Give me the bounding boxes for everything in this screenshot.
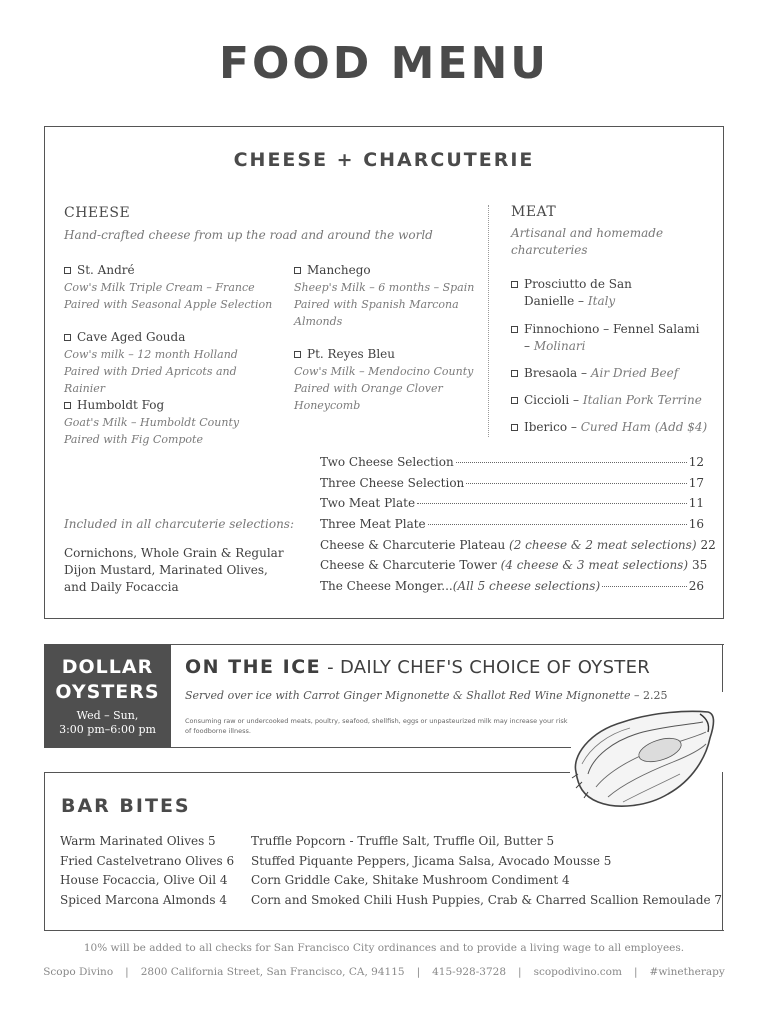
item-desc: Cow's Milk – Mendocino County [294, 365, 474, 378]
price-value: 22 [700, 537, 716, 552]
badge-days: Wed – Sun, [76, 709, 139, 722]
oyster-subtitle [185, 689, 668, 702]
bar-bite-item: Corn and Smoked Chili Hush Puppies, Crab & Charred Scallion Remoulade 7 [251, 892, 723, 907]
cheese-title: CHEESE [64, 205, 131, 221]
item-pairing: Paired with Seasonal Apple Selection [64, 298, 273, 311]
item-name: Cave Aged Gouda [77, 330, 186, 344]
price-row [320, 476, 704, 497]
price-item-name: Two Meat Plate [320, 496, 416, 511]
bar-bites-frame-left [44, 772, 45, 931]
item-pairing: Paired with Orange Clover [294, 382, 443, 395]
bar-bite-item: Stuffed Piquante Peppers, Jicama Salsa, Avocado Mousse 5 [251, 853, 612, 868]
bar-bite-item: Corn Griddle Cake, Shitake Mushroom Condiment 4 [251, 873, 570, 887]
bar-bites-frame-top [44, 772, 570, 773]
checkbox-icon [511, 424, 518, 431]
restaurant-hashtag: #winetherapy [649, 966, 725, 978]
item-name-cont: – [524, 339, 530, 353]
oyster-description: Served over ice with Carrot Ginger Mignonette & Shallot Red Wine Mignonette – [185, 689, 644, 702]
price-item-name: Cheese & Charcuterie Plateau [320, 537, 510, 552]
item-desc: Cow's milk – 12 month Holland [64, 348, 238, 361]
price-item-note: (All 5 cheese selections) [452, 579, 601, 594]
item-desc: Cow's Milk Triple Cream – France [64, 281, 255, 294]
item-desc: Italian Pork Terrine [582, 393, 702, 407]
price-value: 26 [688, 579, 704, 594]
footer-separator: | [633, 966, 638, 978]
price-row [320, 496, 704, 517]
cheese-subtitle: Hand-crafted cheese from up the road and around the world [64, 228, 433, 242]
meat-subtitle-line: charcuteries [511, 243, 588, 257]
meat-item-bresaola [511, 365, 711, 382]
bar-bites-frame-right [722, 772, 723, 931]
checkbox-icon [294, 267, 301, 274]
item-name: Finnochiono – Fennel Salami [524, 322, 700, 336]
cheese-item-pt-reyes-bleu [294, 346, 484, 414]
oyster-frame-bottom [171, 747, 571, 748]
bar-bites-left-column [60, 832, 234, 910]
price-value: 11 [688, 496, 704, 511]
meat-title: MEAT [511, 204, 557, 220]
meat-subtitle [511, 225, 711, 259]
item-desc: Molinari [533, 339, 586, 353]
checkbox-icon [294, 351, 301, 358]
item-pairing-cont: Almonds [294, 315, 343, 328]
checkbox-icon [64, 402, 71, 409]
price-item-name: Cheese & Charcuterie Tower [320, 558, 501, 573]
badge-title-line: OYSTERS [55, 681, 160, 703]
item-desc: Sheep's Milk – 6 months – Spain [294, 281, 475, 294]
item-pairing: Paired with Dried Apricots and Rainier [64, 365, 237, 395]
price-row [320, 455, 704, 476]
page-title: FOOD MENU [218, 38, 550, 89]
column-divider [488, 205, 489, 437]
item-name: Prosciutto de San [524, 277, 632, 291]
included-text: Cornichons, Whole Grain & Regular Dijon Mustard, Marinated Olives, and Daily Focaccia [64, 546, 284, 594]
checkbox-icon [511, 326, 518, 333]
price-row [320, 558, 708, 579]
restaurant-phone: 415-928-3728 [432, 966, 507, 978]
restaurant-website: scopodivino.com [533, 966, 622, 978]
cheese-item-manchego [294, 262, 484, 330]
cheese-charcuterie-section [44, 126, 724, 619]
meat-item-finnochiono [511, 321, 711, 355]
item-desc: Goat's Milk – Humboldt County [64, 416, 240, 429]
item-name: Bresaola – [524, 366, 587, 380]
dot-leader [456, 462, 687, 463]
item-name: Iberico – [524, 420, 577, 434]
meat-item-iberico [511, 419, 711, 436]
item-name: Ciccioli – [524, 393, 580, 407]
price-item-note: (2 cheese & 2 meat selections) [509, 537, 697, 552]
bar-bite-item: Spiced Marcona Almonds 4 [60, 892, 228, 907]
food-safety-note: Consuming raw or undercooked meats, poultry, seafood, shellfish, eggs or unpasteurized milk may increase your risk of foodborne illness. [185, 717, 568, 735]
price-row [320, 537, 716, 559]
cheese-item-cave-aged-gouda [64, 329, 279, 397]
price-item-name: Three Meat Plate [320, 517, 426, 532]
dollar-oysters-badge [44, 644, 171, 748]
item-name-cont: Danielle – [524, 294, 585, 308]
dot-leader [602, 586, 687, 587]
price-value: 12 [688, 455, 704, 469]
bar-bite-item: Warm Marinated Olives 5 [60, 834, 216, 848]
restaurant-name: Scopo Divino [43, 966, 114, 978]
price-item-name: Three Cheese Selection [320, 475, 465, 490]
meat-item-ciccioli [511, 392, 711, 409]
oyster-choice-label: - DAILY CHEF'S CHOICE OF OYSTER [321, 657, 651, 678]
dot-leader [417, 503, 687, 504]
oyster-price: 2.25 [643, 689, 668, 702]
item-desc: Air Dried Beef [590, 366, 679, 380]
item-pairing: Paired with Fig Compote [64, 433, 203, 446]
footer-separator: | [416, 966, 421, 978]
item-name: Manchego [307, 263, 371, 277]
checkbox-icon [511, 370, 518, 377]
price-value: 16 [688, 517, 704, 532]
footer-separator: | [125, 966, 129, 978]
bar-bites-frame-bottom [44, 930, 724, 931]
bar-bites-right-column [251, 832, 722, 910]
checkbox-icon [64, 334, 71, 341]
cheese-item-st-andre [64, 262, 279, 313]
price-row [320, 579, 704, 600]
meat-item-prosciutto [511, 276, 711, 310]
service-charge-note: 10% will be added to all checks for San Francisco City ordinances and to provide a living wage to all employees. [83, 942, 685, 954]
checkbox-icon [64, 267, 71, 274]
price-item-name: The Cheese Monger... [320, 579, 453, 594]
bar-bites-heading: BAR BITES [61, 795, 191, 817]
item-desc: Italy [587, 294, 616, 308]
bar-bite-item: House Focaccia, Olive Oil 4 [60, 873, 228, 887]
cheese-item-humboldt-fog [64, 397, 279, 448]
item-pairing: Paired with Spanish Marcona [294, 298, 459, 311]
price-row [320, 517, 704, 538]
price-item-name: Two Cheese Selection [320, 455, 454, 469]
checkbox-icon [511, 397, 518, 404]
on-the-ice-title [185, 656, 650, 678]
cheese-charcuterie-heading: CHEESE + CHARCUTERIE [233, 149, 535, 171]
price-item-note: (4 cheese & 3 meat selections) [500, 558, 689, 573]
checkbox-icon [511, 281, 518, 288]
included-label: Included in all charcuterie selections: [64, 517, 294, 531]
price-value: 17 [688, 475, 704, 490]
oyster-frame-top [171, 644, 724, 645]
bar-bite-item: Fried Castelvetrano Olives 6 [60, 853, 235, 868]
badge-hours: 3:00 pm–6:00 pm [59, 723, 156, 736]
restaurant-address: 2800 California Street, San Francisco, CA, 94115 [140, 966, 405, 978]
price-list [320, 455, 716, 600]
on-the-ice-label: ON THE ICE [185, 656, 322, 678]
footer-separator: | [518, 966, 522, 978]
dot-leader [466, 483, 686, 484]
price-value: 35 [692, 558, 708, 573]
badge-title-line: DOLLAR [61, 656, 154, 678]
item-name: St. André [77, 263, 135, 277]
item-name: Pt. Reyes Bleu [307, 347, 396, 361]
meat-subtitle-line: Artisanal and homemade [511, 226, 664, 240]
oyster-illustration-icon [568, 702, 718, 814]
dot-leader [428, 524, 687, 525]
item-desc: Cured Ham (Add $4) [580, 420, 708, 434]
oyster-frame-right [722, 644, 723, 692]
footer-info [0, 966, 768, 978]
item-pairing-cont: Honeycomb [294, 399, 361, 412]
item-name: Humboldt Fog [77, 398, 165, 412]
bar-bite-item: Truffle Popcorn - Truffle Salt, Truffle Oil, Butter 5 [251, 834, 555, 848]
